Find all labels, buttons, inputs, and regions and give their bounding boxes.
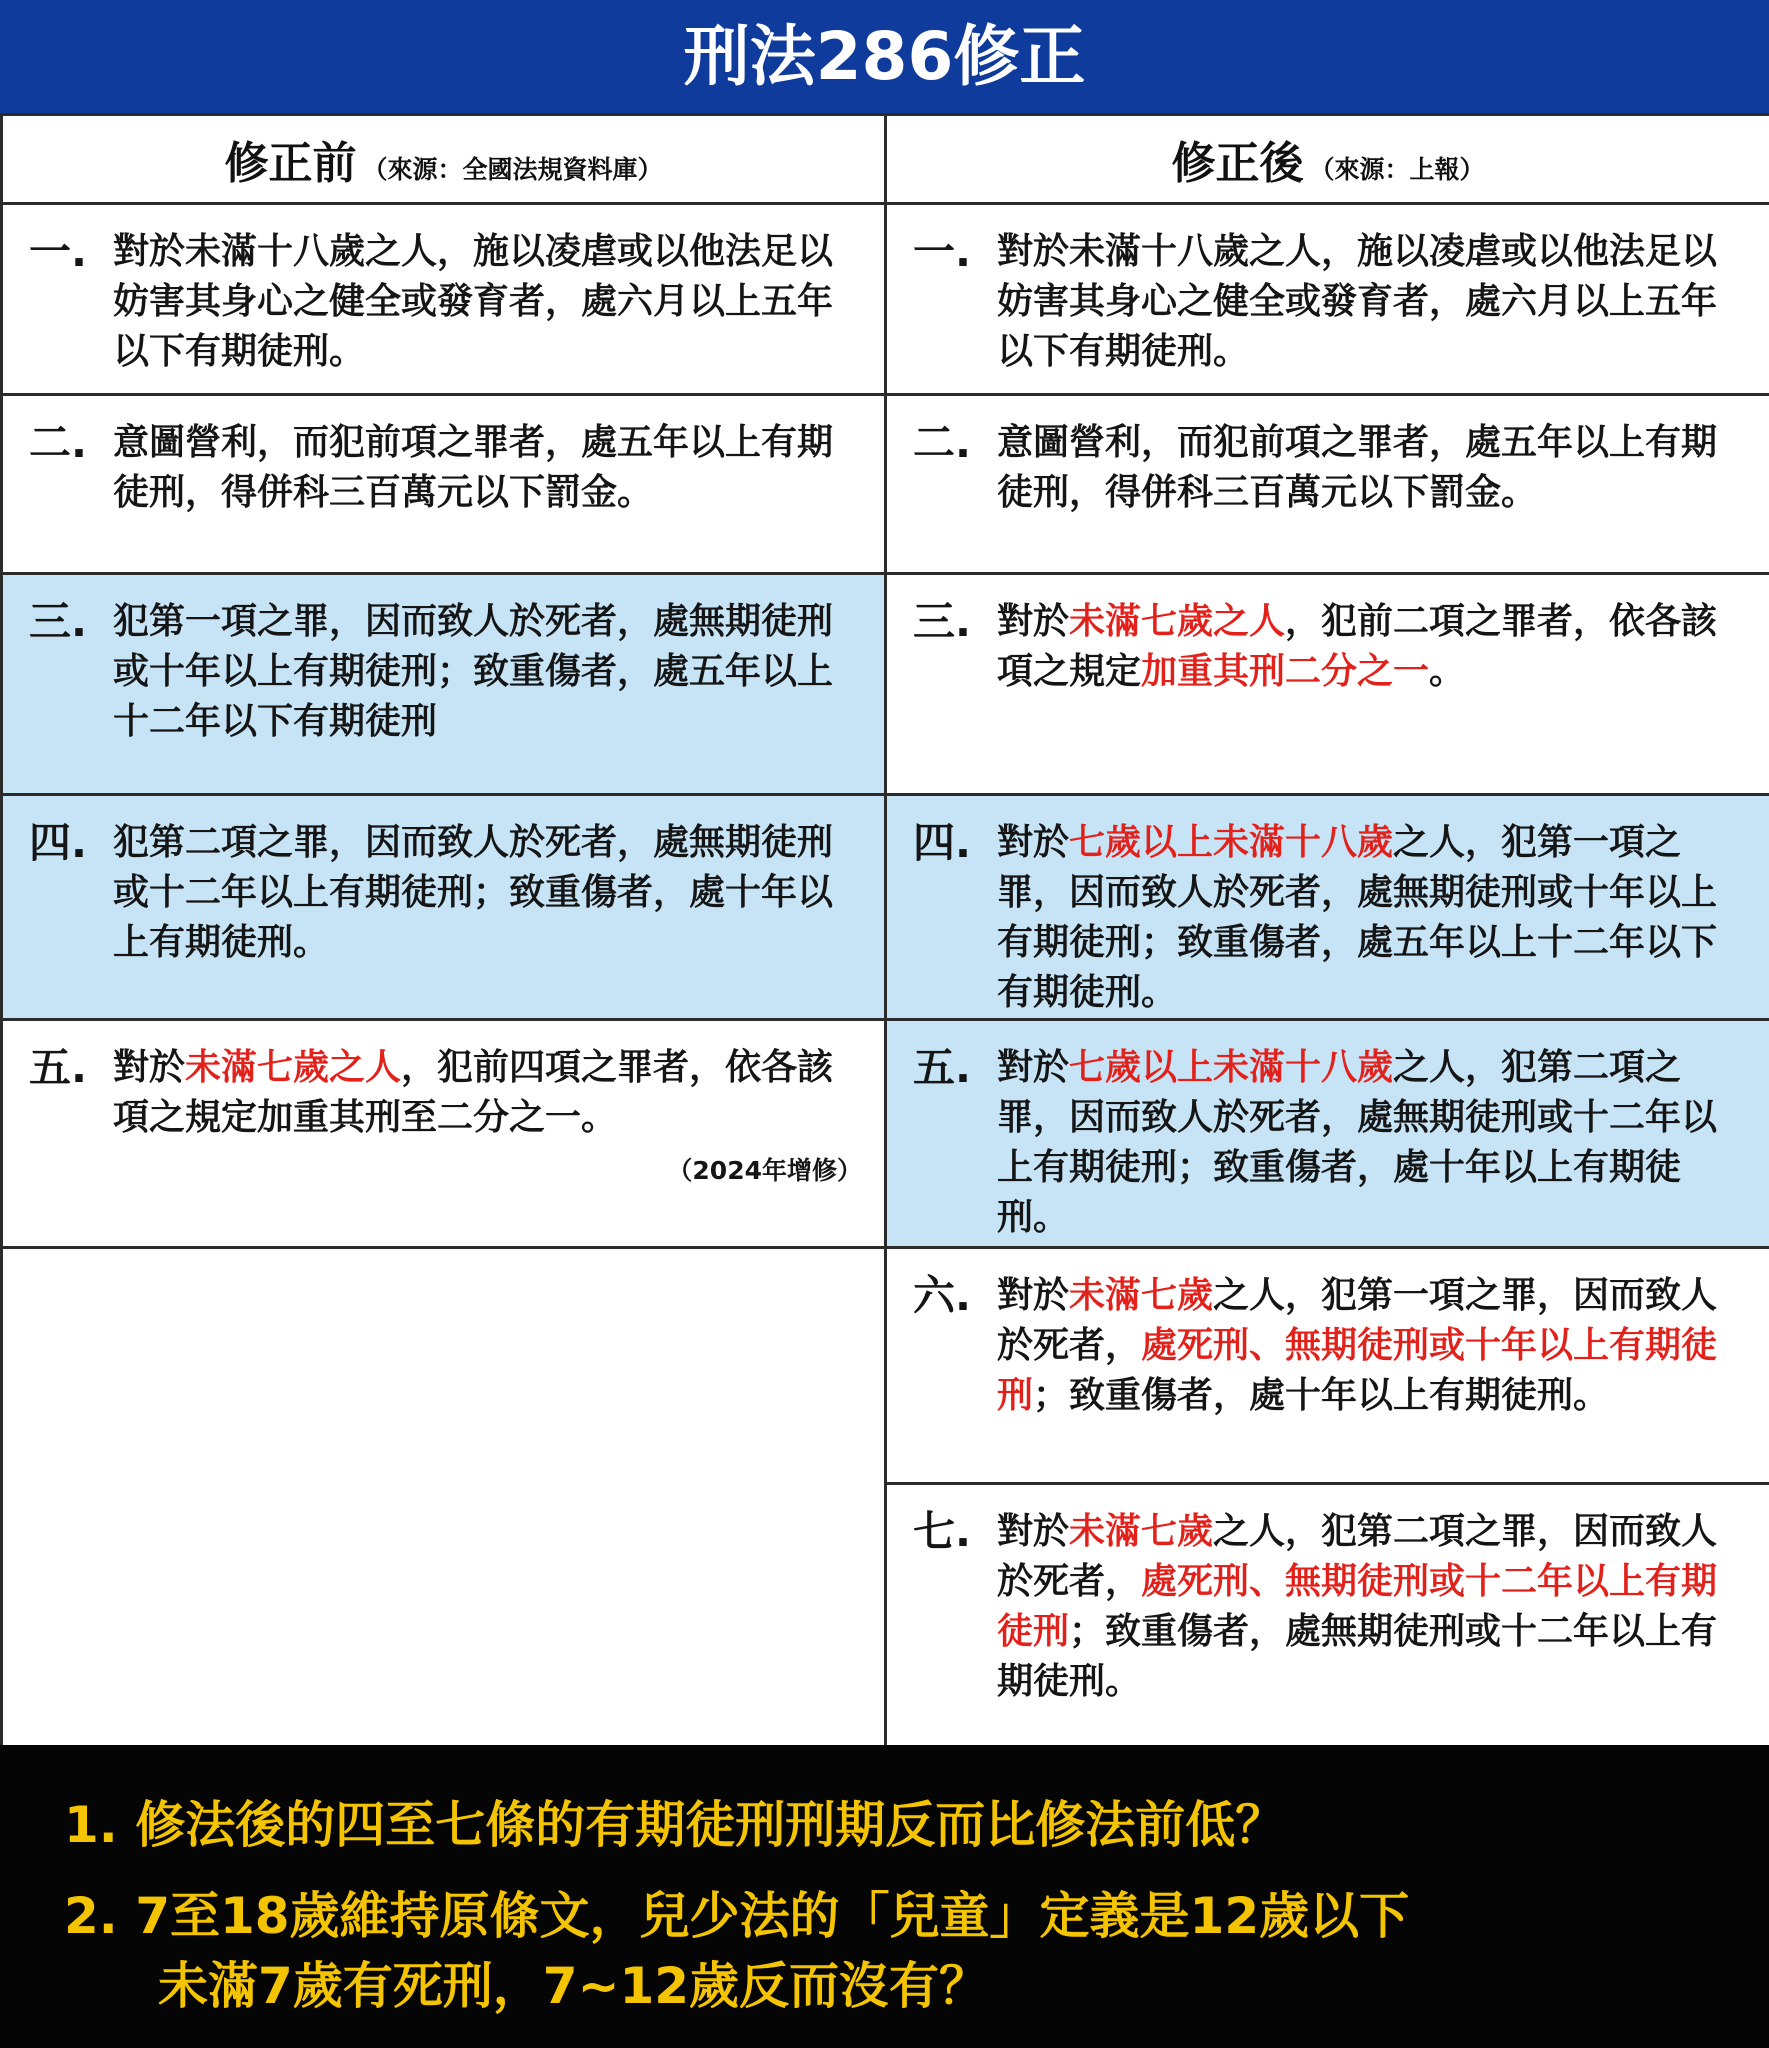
item-text: 之人，犯第二項之罪，因而致人於死者，處無期徒刑或十二年以上有期徒刑；致重傷者，處十年以上有期徒刑。	[997, 1047, 1718, 1238]
emphasis-text: 未滿七歲	[1069, 1275, 1214, 1316]
emphasis-text: 未滿七歲之人	[1069, 601, 1286, 642]
item-text: 對於	[997, 1511, 1070, 1552]
item-number: 四.	[913, 818, 971, 867]
before-item	[3, 1021, 884, 1143]
item-text: 。	[1429, 651, 1466, 692]
item-text: ，犯前四項之罪者，依各該項之規定加重其刑至二分之一。	[113, 1047, 834, 1138]
item-number: 一.	[913, 227, 971, 276]
item-text: ；致重傷者，處十年以上有期徒刑。	[1033, 1375, 1610, 1416]
before-item	[3, 575, 884, 747]
item-text: 對於	[997, 601, 1070, 642]
table-header-row	[2, 115, 1769, 204]
emphasis-text: 七歲以上未滿十八歲	[1069, 822, 1394, 863]
after-item	[887, 1485, 1769, 1707]
before-heading: 修正前	[224, 138, 357, 189]
after-source: （來源：上報）	[1309, 155, 1485, 184]
item-text: 對於	[113, 1047, 186, 1088]
emphasis-text: 未滿七歲	[1069, 1511, 1214, 1552]
after-cell-2	[886, 395, 1769, 574]
item-number: 三.	[29, 597, 87, 646]
table-row	[2, 1020, 1769, 1248]
item-number: 一.	[29, 227, 87, 276]
emphasis-text: 加重其刑二分之一	[1141, 651, 1430, 692]
before-cell-5	[2, 1020, 886, 1248]
before-item	[3, 205, 884, 377]
item-text: 對於	[997, 1047, 1070, 1088]
item-number: 三.	[913, 597, 971, 646]
item-number: 四.	[29, 818, 87, 867]
item-text: 對於	[997, 1275, 1070, 1316]
item-text: 之人，犯第一項之罪，因而致人於死者，	[997, 1275, 1718, 1366]
table-row	[2, 574, 1769, 795]
after-subcell-6	[887, 1249, 1769, 1485]
before-source: （來源：全國法規資料庫）	[362, 155, 663, 184]
item-text: 之人，犯第二項之罪，因而致人於死者，	[997, 1511, 1718, 1602]
emphasis-text: 處死刑、無期徒刑或十年以上有期徒刑	[997, 1325, 1718, 1416]
question-2-line-2: 未滿7歲有死刑，7~12歲反而沒有？	[158, 1957, 990, 2015]
emphasis-text: 未滿七歲之人	[185, 1047, 402, 1088]
question-1: 1. 修法後的四至七條的有期徒刑刑期反而比修法前低？	[64, 1796, 1286, 1854]
comparison-table	[0, 113, 1769, 1755]
amendment-note: （2024年增修）	[667, 1156, 862, 1185]
after-cell-6-7	[886, 1248, 1769, 1754]
question-2-line-1: 2. 7至18歲維持原條文，兒少法的「兒童」定義是12歲以下	[64, 1887, 1410, 1945]
item-text: 對於	[997, 822, 1070, 863]
after-item	[887, 1021, 1769, 1243]
after-item	[887, 575, 1769, 697]
item-number: 二.	[29, 418, 87, 467]
item-number: 五.	[913, 1043, 971, 1092]
before-item	[3, 396, 884, 518]
emphasis-text: 處死刑、無期徒刑或十二年以上有期徒刑	[997, 1561, 1718, 1652]
before-cell-empty	[2, 1248, 886, 1754]
after-item	[887, 396, 1769, 518]
after-item	[887, 796, 1769, 1018]
before-cell-4	[2, 795, 886, 1020]
item-number: 六.	[913, 1271, 971, 1320]
item-text: 犯第二項之罪，因而致人於死者，處無期徒刑或十二年以上有期徒刑；致重傷者，處十年以上有期徒刑。	[113, 822, 834, 963]
after-heading: 修正後	[1171, 138, 1304, 189]
after-cell-5	[886, 1020, 1769, 1248]
after-subcell-7	[887, 1485, 1769, 1752]
after-cell-3	[886, 574, 1769, 795]
before-column-header	[2, 115, 886, 204]
after-item	[887, 205, 1769, 377]
before-cell-2	[2, 395, 886, 574]
after-column-header	[886, 115, 1769, 204]
item-text: 對於未滿十八歲之人，施以凌虐或以他法足以妨害其身心之健全或發育者，處六月以上五年以下有期徒刑。	[113, 231, 834, 372]
before-cell-1	[2, 204, 886, 395]
after-cell-4	[886, 795, 1769, 1020]
item-text: ，犯前二項之罪者，依各該項之規定	[997, 601, 1718, 692]
item-text: 意圖營利，而犯前項之罪者，處五年以上有期徒刑，得併科三百萬元以下罰金。	[113, 422, 834, 513]
item-number: 二.	[913, 418, 971, 467]
after-cell-1	[886, 204, 1769, 395]
item-number: 五.	[29, 1043, 87, 1092]
item-text: 意圖營利，而犯前項之罪者，處五年以上有期徒刑，得併科三百萬元以下罰金。	[997, 422, 1718, 513]
before-cell-3	[2, 574, 886, 795]
after-item	[887, 1249, 1769, 1421]
emphasis-text: 七歲以上未滿十八歲	[1069, 1047, 1394, 1088]
page-title: 刑法286修正	[0, 0, 1769, 113]
table-row	[2, 795, 1769, 1020]
item-text: 對於未滿十八歲之人，施以凌虐或以他法足以妨害其身心之健全或發育者，處六月以上五年以下有期徒刑。	[997, 231, 1718, 372]
table-row	[2, 1248, 1769, 1754]
item-number: 七.	[913, 1507, 971, 1556]
questions-footer	[0, 1745, 1769, 2048]
item-text: ；致重傷者，處無期徒刑或十二年以上有期徒刑。	[997, 1611, 1718, 1702]
item-text: 犯第一項之罪，因而致人於死者，處無期徒刑或十年以上有期徒刑；致重傷者，處五年以上十二年以下有期徒刑	[113, 601, 834, 742]
table-row	[2, 204, 1769, 395]
item-text: 之人，犯第一項之罪，因而致人於死者，處無期徒刑或十年以上有期徒刑；致重傷者，處五年以上十二年以下有期徒刑。	[997, 822, 1718, 1013]
before-item	[3, 796, 884, 968]
table-row	[2, 395, 1769, 574]
